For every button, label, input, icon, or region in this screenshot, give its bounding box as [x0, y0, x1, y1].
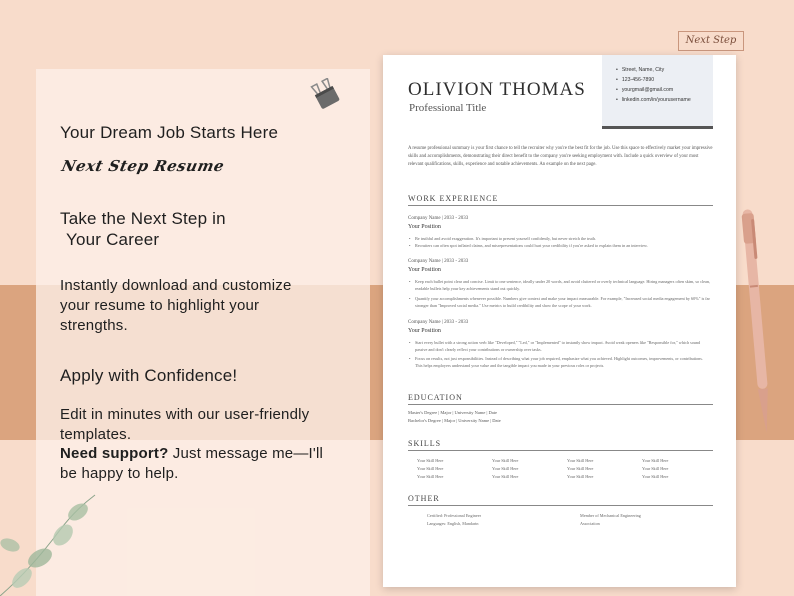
para1-line2: your resume to highlight your [60, 297, 260, 314]
para1-line1: Instantly download and customize [60, 277, 292, 294]
job-bullet: • Keep each bullet point clear and concise. Limit to one sentence, ideally under 20 words, and avoid cluttered or overly technical language. Hiring managers often skim, so clean, readable bullets help your key achievements stand out quickly. [415, 278, 711, 292]
other-item: Member of Mechanical Engineering [580, 513, 641, 518]
contact-phone: • 123-456-7890 [616, 75, 713, 85]
job-position: Your Position [408, 328, 441, 334]
job-bullet: • Quantify your accomplishments whenever possible. Numbers give context and make your impact measurable. For example, "Increased social media engagement by 60%" is far stronger than "Improved social media." Use metrics to build credibility and show the scope of your work. [415, 295, 711, 309]
skill-item: Your Skill Here [492, 474, 519, 479]
skills-heading: SKILLS [408, 439, 713, 451]
skill-item: Your Skill Here [642, 474, 669, 479]
job-bullet: • Start every bullet with a strong action verb like "Developed," "Led," or "Implemented" to instantly show impact. Avoid weak openers like "Responsible for," which sound passive and don't clearly reflect your contributions or ownership over tasks. [415, 339, 711, 353]
contact-box [602, 55, 713, 129]
skill-item: Your Skill Here [417, 466, 444, 471]
skill-item: Your Skill Here [492, 466, 519, 471]
edit-line1: Edit in minutes with our user-friendly [60, 406, 310, 423]
contact-linkedin: • linkedin.com/in/yourusername [616, 95, 713, 105]
subhead-line2: Your Career [66, 230, 160, 249]
support-rest: Just message me—I'll [168, 445, 324, 462]
headline: Your Dream Job Starts Here [60, 123, 279, 142]
education-heading: EDUCATION [408, 393, 713, 405]
education-entry: Bachelor's Degree | Major | University Name | Date [408, 418, 501, 423]
job-company: Company Name | 2033 - 2033 [408, 320, 469, 325]
resume-summary: A resume professional summary is your first chance to tell the recruiter why you're the best fit for the job. Use this space to effectively market your impressive skills and accomplishments, demonstrating their direct benefit to the company you're seeking employment with. Include a quick overview of your most relevant qualifications, skills, experience and notable achievements. An example on the next page. [408, 146, 713, 167]
eucalyptus-leaves-icon [0, 490, 110, 596]
skill-item: Your Skill Here [567, 474, 594, 479]
job-bullet: • Be truthful and avoid exaggeration. It's important to present yourself confidently, but never stretch the truth. [415, 235, 711, 242]
skill-item: Your Skill Here [567, 458, 594, 463]
confidence-heading: Apply with Confidence! [60, 366, 238, 385]
other-item: Languages: English, Mandarin [427, 521, 479, 526]
job-position: Your Position [408, 267, 441, 273]
job-bullet: • Focus on results, not just responsibilities. Instead of describing what your job required, emphasize what you achieved. Highlight outcomes, improvements, or contributions. This helps employers understand your value and the tangible impact you made in your previous roles or projects. [415, 355, 711, 369]
skill-item: Your Skill Here [642, 458, 669, 463]
edit-line2: templates. [60, 426, 132, 443]
support-line1 [60, 444, 323, 464]
job-bullet: • Recruiters can often spot inflated claims, and misrepresentations could hurt your credibility if you're asked to explain them in an interview. [415, 242, 711, 249]
support-bold: Need support? [60, 445, 169, 462]
support-line2: be happy to help. [60, 465, 179, 482]
education-entry: Master's Degree | Major | University Name | Date [408, 410, 497, 415]
job-company: Company Name | 2033 - 2033 [408, 216, 469, 221]
other-item: Association [580, 521, 600, 526]
resume-title: Professional Title [409, 102, 487, 114]
contact-address: • Street, Name, City [616, 65, 713, 75]
brand-logo: Next Step [678, 31, 744, 51]
skill-item: Your Skill Here [417, 458, 444, 463]
job-company: Company Name | 2033 - 2033 [408, 259, 469, 264]
subhead-line1: Take the Next Step in [60, 209, 226, 228]
skill-item: Your Skill Here [417, 474, 444, 479]
skill-item: Your Skill Here [567, 466, 594, 471]
skill-item: Your Skill Here [642, 466, 669, 471]
resume-name: OLIVION THOMAS [408, 79, 586, 100]
resume-document [383, 55, 736, 587]
skill-item: Your Skill Here [492, 458, 519, 463]
work-heading: WORK EXPERIENCE [408, 194, 713, 206]
job-position: Your Position [408, 224, 441, 230]
pen-icon [738, 205, 778, 440]
binder-clip-icon [306, 78, 346, 112]
other-item: Certified: Professional Engineer [427, 513, 481, 518]
brand-script: Next Step Resume [60, 157, 227, 175]
other-heading: OTHER [408, 494, 713, 506]
para1-line3: strengths. [60, 317, 128, 334]
contact-email: • yourgmail@gmail.com [616, 85, 713, 95]
